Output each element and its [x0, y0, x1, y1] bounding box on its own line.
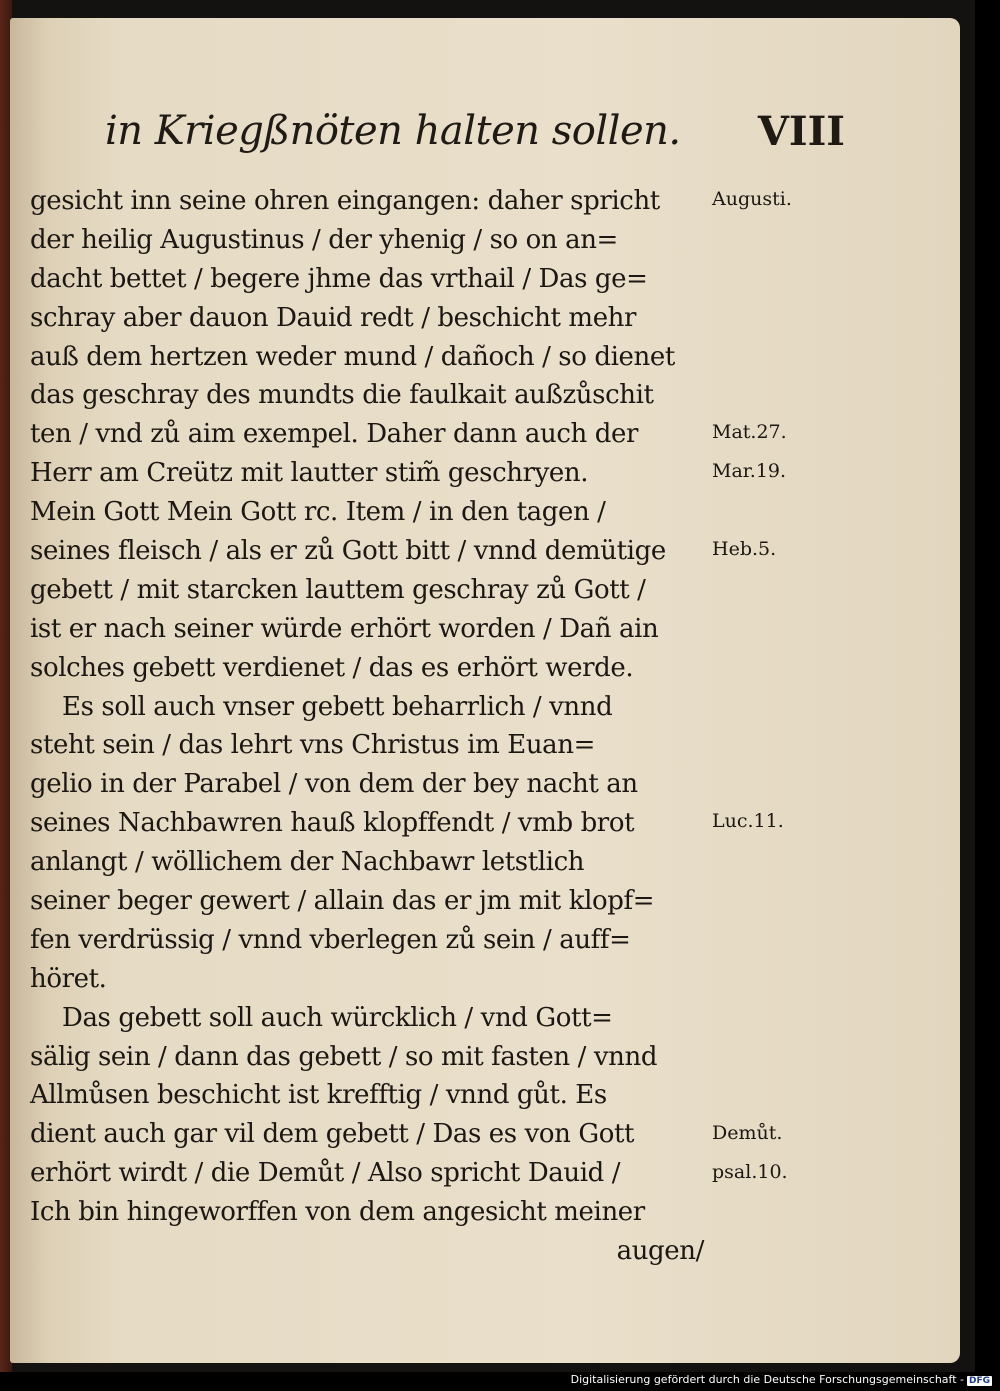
text-line: seines fleisch / als er zů Gott bitt / vnnd demütige: [30, 536, 666, 567]
text-line: auß dem hertzen weder mund / dañoch / so dienet: [30, 341, 675, 372]
text-line: gelio in der Parabel / von dem der bey nacht an: [30, 769, 638, 800]
text-line: das geschray des mundts die faulkait außzůschit: [30, 380, 654, 411]
text-line: gebett / mit starcken lauttem geschray zů Gott /: [30, 574, 646, 605]
text-line: Ich bin hingeworffen von dem angesicht meiner: [30, 1197, 645, 1228]
catchword: augen/: [616, 1236, 704, 1267]
marginal-notes: [712, 182, 832, 1182]
text-line: der heilig Augustinus / der yhenig / so on an=: [30, 224, 618, 255]
body-text: [30, 182, 710, 1271]
marginal-note: psal.10.: [712, 1160, 788, 1183]
running-title: in Kriegßnöten halten sollen.: [105, 108, 681, 154]
text-line: steht sein / das lehrt vns Christus im Euan=: [30, 730, 596, 761]
text-line: solches gebett verdienet / das es erhört werde.: [30, 652, 634, 683]
text-line: Das gebett soll auch würcklich / vnd Gott=: [62, 1002, 613, 1033]
text-line: dacht bettet / begere jhme das vrthail / Das ge=: [30, 263, 648, 294]
marginal-note: Augusti.: [712, 188, 792, 210]
marginal-note: Mat.27.: [712, 421, 787, 444]
text-line: dient auch gar vil dem gebett / Das es von Gott: [30, 1119, 635, 1150]
folio-number: VIII: [757, 108, 845, 155]
credit-text: Digitalisierung gefördert durch die Deutsche Forschungsgemeinschaft -: [570, 1373, 964, 1386]
text-line: Allmůsen beschicht ist krefftig / vnnd gůt. Es: [30, 1080, 607, 1111]
text-line: ten / vnd zů aim exempel. Daher dann auch der: [30, 419, 638, 450]
text-line: seiner beger gewert / allain das er jm mit klopf=: [30, 886, 655, 917]
text-line: Herr am Creütz mit lautter stim̃ geschryen.: [30, 458, 589, 489]
text-line: gesicht inn seine ohren eingangen: daher spricht: [30, 186, 660, 216]
text-line: erhört wirdt / die Demůt / Also spricht Dauid /: [30, 1158, 621, 1189]
text-line: anlangt / wöllichem der Nachbawr letstlich: [30, 847, 585, 878]
text-line: ist er nach seiner würde erhört worden / Dañ ain: [30, 613, 659, 644]
text-line: seines Nachbawren hauß klopffendt / vmb brot: [30, 808, 635, 839]
marginal-note: Demůt.: [712, 1121, 783, 1144]
text-line: höret.: [30, 963, 107, 994]
text-line: fen verdrüssig / vnnd vberlegen zů sein / auff=: [30, 924, 631, 955]
dfg-logo: DFG: [968, 1376, 990, 1386]
text-line: sälig sein / dann das gebett / so mit fasten / vnnd: [30, 1041, 658, 1072]
marginal-note: Luc.11.: [712, 810, 784, 833]
digitization-credit: [571, 1373, 992, 1386]
page-header: [105, 108, 845, 178]
marginal-note: Heb.5.: [712, 538, 777, 561]
text-line: schray aber dauon Dauid redt / beschicht mehr: [30, 302, 637, 333]
marginal-note: Mar.19.: [712, 460, 787, 483]
text-line: Mein Gott Mein Gott rc. Item / in den tagen /: [30, 497, 606, 528]
text-line: Es soll auch vnser gebett beharrlich / vnnd: [62, 691, 613, 722]
